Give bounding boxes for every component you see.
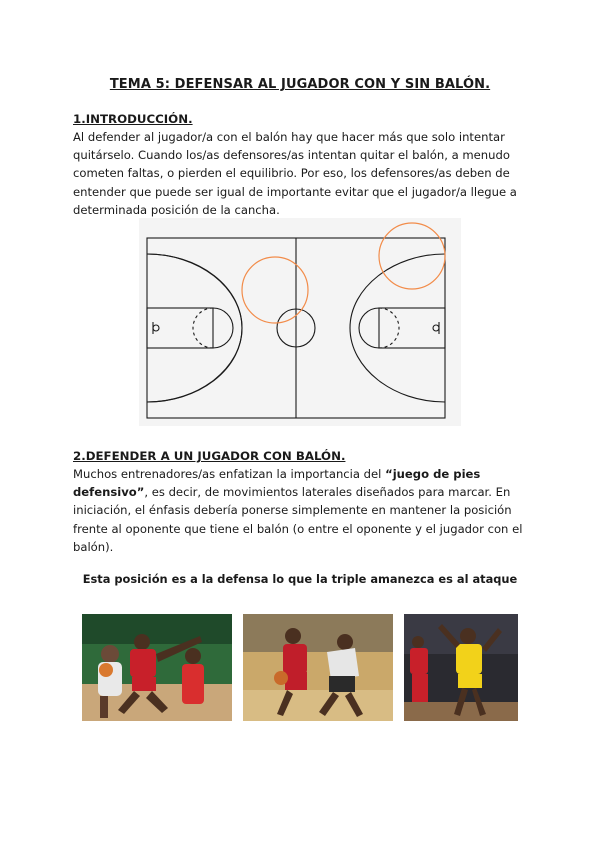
page-title: TEMA 5: DEFENSAR AL JUGADOR CON Y SIN BALÓN. <box>109 77 491 92</box>
text-run: , es decir, de movimientos laterales diseñados para marcar. En <box>144 485 511 500</box>
left-rim <box>153 325 159 331</box>
bold-term: defensivo” <box>73 485 145 500</box>
basketball-court-diagram <box>139 218 461 426</box>
left-free-throw-arc <box>213 308 233 348</box>
section-heading-defend-ball: 2.DEFENDER A UN JUGADOR CON BALÓN. <box>73 449 346 463</box>
paragraph-line <box>73 483 535 501</box>
paragraph-line: quitárselo. Cuando los/as defensores/as intentan quitar el balón, a menudo <box>73 148 510 163</box>
highlight-circle-right <box>379 223 445 289</box>
bold-term: “juego de pies <box>385 467 481 481</box>
paragraph-defend-ball <box>73 465 535 556</box>
right-free-throw-arc <box>359 308 379 348</box>
section-heading-introduction: 1.INTRODUCCIÓN. <box>73 112 193 126</box>
right-key <box>379 308 445 348</box>
paragraph-line <box>73 465 535 483</box>
left-three-point-line <box>147 254 242 402</box>
photo-defender-red-jersey <box>82 614 232 721</box>
photo-defender-crouched <box>243 614 393 721</box>
paragraph-line: cometen faltas, o pierden el equilibrio. Por eso, los defensores/as deben de <box>73 166 510 181</box>
text-run: Muchos entrenadores/as enfatizan la importancia del <box>73 467 386 481</box>
paragraph-line: iniciación, el énfasis debería ponerse simplemente en mantener la posición <box>73 503 512 518</box>
paragraph-line: determinada posición de la cancha. <box>73 202 280 217</box>
paragraph-line: entender que puede ser igual de importante evitar que el jugador/a llegue a <box>73 184 517 199</box>
photo-defender-yellow-jersey <box>404 614 518 721</box>
court-svg <box>139 218 461 426</box>
right-rim <box>433 325 439 331</box>
right-three-point-line <box>350 254 445 402</box>
highlight-quote: Esta posición es a la defensa lo que la triple amanezca es al ataque <box>82 572 518 586</box>
left-three-point-arc <box>147 254 242 402</box>
paragraph-line: Al defender al jugador/a con el balón hay que hacer más que solo intentar <box>73 130 505 144</box>
paragraph-line: frente al oponente que tiene el balón (o entre el oponente y el jugador con el <box>73 521 523 536</box>
left-free-throw-arc-dashed <box>193 308 213 348</box>
right-free-throw-arc-dashed <box>379 308 399 348</box>
left-key <box>147 308 213 348</box>
paragraph-introduction <box>73 128 535 219</box>
highlight-circle-left <box>242 257 308 323</box>
paragraph-line: balón). <box>73 539 114 554</box>
